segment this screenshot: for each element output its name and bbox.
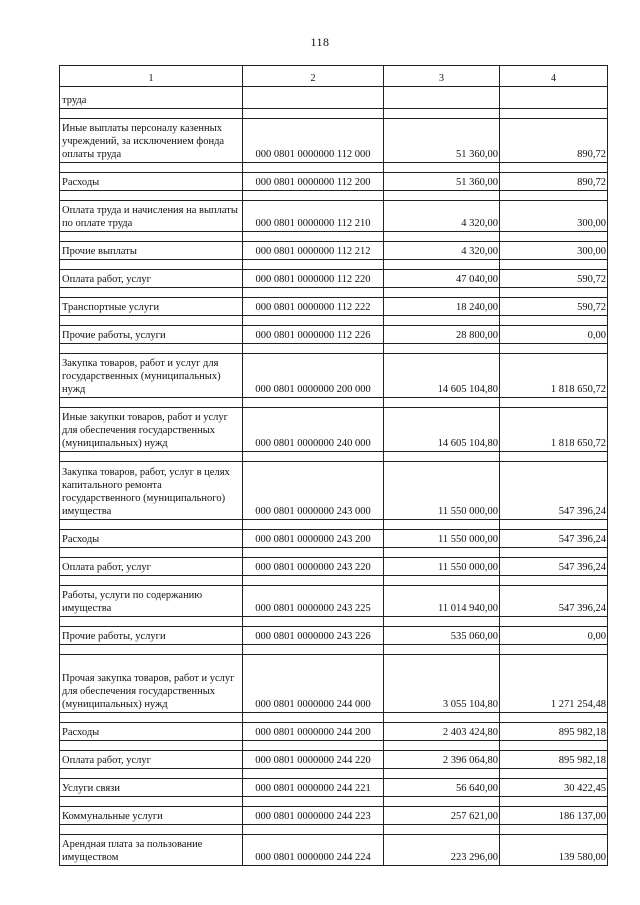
column-number-header-row [60,66,608,87]
approved-amount-cell: 11 014 940,00 [384,586,500,617]
expense-name-cell: Транспортные услуги [60,298,243,316]
approved-amount-cell: 47 040,00 [384,270,500,288]
spacer-cell [384,645,500,655]
row-spacer [60,398,608,408]
approved-amount-cell: 11 550 000,00 [384,558,500,576]
budget-code-cell: 000 0801 0000000 200 000 [243,354,384,398]
spacer-cell [500,797,608,807]
budget-code-cell: 000 0801 0000000 112 212 [243,242,384,260]
spacer-cell [384,548,500,558]
executed-amount-cell: 895 982,18 [500,751,608,769]
expense-name-cell: Оплата работ, услуг [60,751,243,769]
spacer-cell [384,797,500,807]
spacer-cell [60,617,243,627]
row-spacer [60,548,608,558]
table-row [60,119,608,163]
spacer-cell [243,232,384,242]
spacer-cell [500,288,608,298]
spacer-cell [384,109,500,119]
approved-amount-cell: 11 550 000,00 [384,462,500,520]
budget-code-cell: 000 0801 0000000 244 200 [243,723,384,741]
spacer-cell [500,825,608,835]
expense-name-cell: Оплата работ, услуг [60,558,243,576]
spacer-cell [60,452,243,462]
spacer-cell [243,825,384,835]
table-row [60,835,608,866]
budget-code-cell: 000 0801 0000000 112 226 [243,326,384,344]
spacer-cell [243,288,384,298]
table-row [60,326,608,344]
executed-amount-cell: 300,00 [500,242,608,260]
spacer-cell [384,398,500,408]
expense-name-cell: Арендная плата за пользование имуществом [60,835,243,866]
spacer-cell [243,316,384,326]
expense-name-cell: Расходы [60,723,243,741]
spacer-cell [500,260,608,270]
spacer-cell [500,398,608,408]
executed-amount-cell: 890,72 [500,173,608,191]
row-spacer [60,741,608,751]
column-header-3: 3 [384,66,500,87]
spacer-cell [243,344,384,354]
spacer-cell [60,163,243,173]
approved-amount-cell: 51 360,00 [384,173,500,191]
row-spacer [60,713,608,723]
executed-amount-cell: 1 818 650,72 [500,354,608,398]
spacer-cell [60,548,243,558]
table-row [60,586,608,617]
spacer-cell [500,741,608,751]
table-row [60,201,608,232]
spacer-cell [243,617,384,627]
budget-code-cell: 000 0801 0000000 112 200 [243,173,384,191]
spacer-cell [500,191,608,201]
row-spacer [60,109,608,119]
spacer-cell [500,232,608,242]
spacer-cell [500,548,608,558]
spacer-cell [384,741,500,751]
executed-amount-cell: 547 396,24 [500,586,608,617]
spacer-cell [500,344,608,354]
budget-code-cell: 000 0801 0000000 244 223 [243,807,384,825]
executed-amount-cell: 30 422,45 [500,779,608,797]
approved-amount-cell [384,87,500,109]
table-row [60,408,608,452]
budget-code-cell: 000 0801 0000000 244 220 [243,751,384,769]
spacer-cell [60,344,243,354]
budget-code-cell: 000 0801 0000000 244 000 [243,655,384,713]
spacer-cell [60,191,243,201]
table-row [60,530,608,548]
approved-amount-cell: 14 605 104,80 [384,408,500,452]
approved-amount-cell: 257 621,00 [384,807,500,825]
approved-amount-cell: 11 550 000,00 [384,530,500,548]
spacer-cell [500,713,608,723]
row-spacer [60,316,608,326]
executed-amount-cell: 547 396,24 [500,558,608,576]
expense-name-cell: Работы, услуги по содержанию имущества [60,586,243,617]
spacer-cell [243,769,384,779]
expense-name-cell: Расходы [60,530,243,548]
spacer-cell [384,769,500,779]
row-spacer [60,452,608,462]
spacer-cell [60,713,243,723]
expense-name-cell: Иные закупки товаров, работ и услуг для обеспечения государственных (муниципальных) нужд [60,408,243,452]
spacer-cell [60,797,243,807]
expense-name-cell: труда [60,87,243,109]
spacer-cell [243,260,384,270]
spacer-cell [384,288,500,298]
executed-amount-cell: 0,00 [500,627,608,645]
table-row [60,558,608,576]
spacer-cell [243,398,384,408]
budget-code-cell: 000 0801 0000000 243 000 [243,462,384,520]
table-row [60,462,608,520]
executed-amount-cell: 1 271 254,48 [500,655,608,713]
spacer-cell [384,520,500,530]
expense-name-cell: Закупка товаров, работ, услуг в целях капитального ремонта государственного (муниципального) имущества [60,462,243,520]
spacer-cell [384,316,500,326]
spacer-cell [243,741,384,751]
expense-name-cell: Закупка товаров, работ и услуг для государственных (муниципальных) нужд [60,354,243,398]
executed-amount-cell: 186 137,00 [500,807,608,825]
spacer-cell [60,288,243,298]
spacer-cell [500,617,608,627]
executed-amount-cell [500,87,608,109]
spacer-cell [243,163,384,173]
budget-code-cell: 000 0801 0000000 112 222 [243,298,384,316]
spacer-cell [60,741,243,751]
spacer-cell [243,645,384,655]
row-spacer [60,163,608,173]
executed-amount-cell: 895 982,18 [500,723,608,741]
row-spacer [60,617,608,627]
budget-code-cell [243,87,384,109]
row-spacer [60,825,608,835]
expense-name-cell: Оплата работ, услуг [60,270,243,288]
spacer-cell [243,797,384,807]
approved-amount-cell: 51 360,00 [384,119,500,163]
column-header-4: 4 [500,66,608,87]
spacer-cell [60,398,243,408]
budget-code-cell: 000 0801 0000000 112 210 [243,201,384,232]
spacer-cell [500,520,608,530]
table-row [60,298,608,316]
executed-amount-cell: 0,00 [500,326,608,344]
spacer-cell [500,645,608,655]
table-row [60,627,608,645]
spacer-cell [384,617,500,627]
budget-code-cell: 000 0801 0000000 244 221 [243,779,384,797]
spacer-cell [60,769,243,779]
executed-amount-cell: 1 818 650,72 [500,408,608,452]
spacer-cell [243,191,384,201]
spacer-cell [243,576,384,586]
expense-name-cell: Прочие работы, услуги [60,326,243,344]
approved-amount-cell: 535 060,00 [384,627,500,645]
approved-amount-cell: 2 403 424,80 [384,723,500,741]
executed-amount-cell: 590,72 [500,270,608,288]
row-spacer [60,797,608,807]
approved-amount-cell: 4 320,00 [384,242,500,260]
budget-code-cell: 000 0801 0000000 244 224 [243,835,384,866]
expense-name-cell: Прочие работы, услуги [60,627,243,645]
budget-code-cell: 000 0801 0000000 243 220 [243,558,384,576]
expense-name-cell: Услуги связи [60,779,243,797]
page-number: 118 [310,35,330,49]
spacer-cell [384,344,500,354]
table-row [60,807,608,825]
spacer-cell [384,452,500,462]
spacer-cell [500,316,608,326]
spacer-cell [500,769,608,779]
row-spacer [60,232,608,242]
table-row [60,354,608,398]
expense-name-cell: Прочая закупка товаров, работ и услуг для обеспечения государственных (муниципальных) нужд [60,655,243,713]
spacer-cell [243,713,384,723]
spacer-cell [384,163,500,173]
spacer-cell [500,452,608,462]
row-spacer [60,260,608,270]
spacer-cell [500,109,608,119]
spacer-cell [243,109,384,119]
budget-code-cell: 000 0801 0000000 112 000 [243,119,384,163]
budget-code-cell: 000 0801 0000000 243 226 [243,627,384,645]
budget-code-cell: 000 0801 0000000 243 225 [243,586,384,617]
spacer-cell [500,576,608,586]
spacer-cell [384,713,500,723]
executed-amount-cell: 300,00 [500,201,608,232]
executed-amount-cell: 139 580,00 [500,835,608,866]
row-spacer [60,576,608,586]
table-row [60,779,608,797]
approved-amount-cell: 56 640,00 [384,779,500,797]
spacer-cell [60,316,243,326]
executed-amount-cell: 590,72 [500,298,608,316]
table-row [60,270,608,288]
spacer-cell [384,260,500,270]
spacer-cell [384,825,500,835]
row-spacer [60,645,608,655]
table-row [60,655,608,713]
spacer-cell [500,163,608,173]
approved-amount-cell: 4 320,00 [384,201,500,232]
table-row [60,751,608,769]
budget-execution-table [59,65,608,866]
table-row [60,242,608,260]
expense-name-cell: Оплата труда и начисления на выплаты по оплате труда [60,201,243,232]
table-row [60,173,608,191]
spacer-cell [60,109,243,119]
spacer-cell [243,452,384,462]
spacer-cell [384,576,500,586]
spacer-cell [60,260,243,270]
expense-name-cell: Коммунальные услуги [60,807,243,825]
row-spacer [60,288,608,298]
approved-amount-cell: 18 240,00 [384,298,500,316]
expense-name-cell: Иные выплаты персоналу казенных учреждений, за исключением фонда оплаты труда [60,119,243,163]
row-spacer [60,520,608,530]
column-header-1: 1 [60,66,243,87]
row-spacer [60,769,608,779]
expense-name-cell: Расходы [60,173,243,191]
row-spacer [60,344,608,354]
spacer-cell [60,645,243,655]
spacer-cell [384,191,500,201]
spacer-cell [60,825,243,835]
spacer-cell [243,548,384,558]
approved-amount-cell: 28 800,00 [384,326,500,344]
budget-code-cell: 000 0801 0000000 240 000 [243,408,384,452]
executed-amount-cell: 890,72 [500,119,608,163]
approved-amount-cell: 3 055 104,80 [384,655,500,713]
spacer-cell [60,520,243,530]
spacer-cell [60,576,243,586]
executed-amount-cell: 547 396,24 [500,462,608,520]
column-header-2: 2 [243,66,384,87]
row-spacer [60,191,608,201]
approved-amount-cell: 2 396 064,80 [384,751,500,769]
table-row [60,723,608,741]
budget-code-cell: 000 0801 0000000 112 220 [243,270,384,288]
spacer-cell [243,520,384,530]
expense-name-cell: Прочие выплаты [60,242,243,260]
budget-code-cell: 000 0801 0000000 243 200 [243,530,384,548]
spacer-cell [384,232,500,242]
spacer-cell [60,232,243,242]
executed-amount-cell: 547 396,24 [500,530,608,548]
table-row [60,87,608,109]
approved-amount-cell: 14 605 104,80 [384,354,500,398]
approved-amount-cell: 223 296,00 [384,835,500,866]
